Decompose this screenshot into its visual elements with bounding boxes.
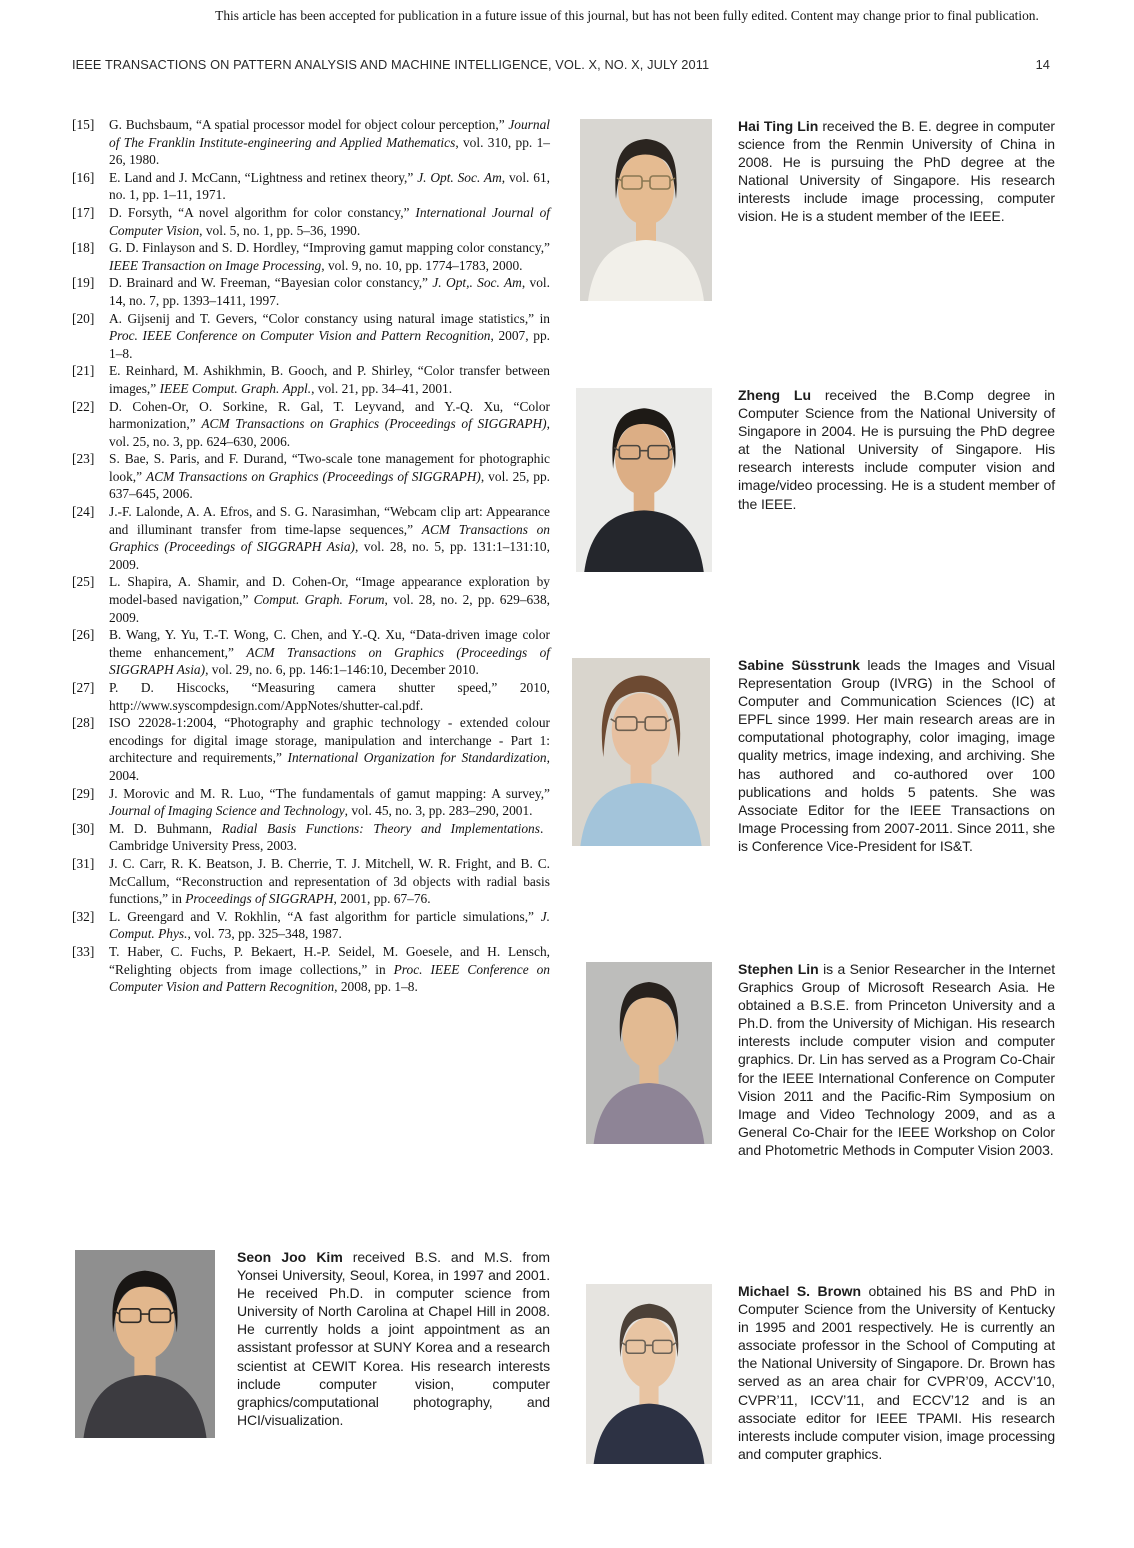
bio-michael-s-brown: [572, 1282, 1055, 1472]
author-photo-zheng-lu: [576, 388, 712, 572]
author-name: Hai Ting Lin: [738, 118, 819, 134]
reference-item: [72, 503, 550, 573]
bio-sabine-susstrunk: [572, 656, 1055, 855]
reference-item: [72, 204, 550, 239]
journal-title-line: IEEE TRANSACTIONS ON PATTERN ANALYSIS AND MACHINE INTELLIGENCE, VOL. X, NO. X, JULY 2011: [72, 57, 710, 72]
bio-text: Hai Ting Lin received the B. E. degree in computer science from the Renmin University of China in 2008. He is pursuing the PhD degree at the National University of Singapore. His research interests include image processing, computer vision. He is a student member of the IEEE.: [738, 118, 1055, 225]
acceptance-notice: This article has been accepted for publication in a future issue of this journal, but has not been fully edited. Content may change prior to final publication.: [215, 8, 1039, 23]
reference-number: [31]: [72, 855, 95, 871]
reference-text: J. C. Carr, R. K. Beatson, J. B. Cherrie, T. J. Mitchell, W. R. Fright, and B. C. McCallum, “Reconstruction and representation of 3d objects with radial basis functions,” in Proceedings of SIGGRAPH, 2001, pp. 67–76.: [109, 855, 550, 907]
author-name: Zheng Lu: [738, 387, 812, 403]
reference-item: [72, 679, 550, 714]
reference-text: S. Bae, S. Paris, and F. Durand, “Two-scale tone management for photographic look,” ACM Transactions on Graphics (Proceedings of SIGGRAPH), vol. 25, pp. 637–645, 2006.: [109, 451, 551, 502]
reference-item: [72, 626, 550, 679]
reference-number: [26]: [72, 627, 95, 643]
reference-item: [72, 573, 550, 626]
reference-number: [33]: [72, 943, 95, 959]
running-header: [72, 57, 1050, 72]
author-photo-seon-joo-kim: [75, 1250, 215, 1438]
reference-item: [72, 274, 550, 309]
reference-number: [22]: [72, 398, 95, 414]
bio-text: Seon Joo Kim received B.S. and M.S. from Yonsei University, Seoul, Korea, in 1997 and 2001. He received Ph.D. in computer science from University of North Carolina at Chapel Hill in 2008. He currently holds a joint appointment as an assistant professor at SUNY Korea and a research scientist at CEWIT Korea. His research interests include computer vision, computer graphics/computational photography, and HCI/visualization.: [237, 1249, 550, 1428]
reference-text: T. Haber, C. Fuchs, P. Bekaert, H.-P. Seidel, M. Goesele, and H. Lensch, “Relighting objects from image collections,” in Proc. IEEE Conference on Computer Vision and Pattern Recognition, 2008, pp. 1–8.: [109, 943, 550, 995]
author-photo-stephen-lin: [586, 962, 712, 1144]
page-number: 14: [1035, 57, 1050, 72]
reference-item: [72, 116, 550, 169]
reference-text: ISO 22028-1:2004, “Photography and graphic technology - extended colour encodings for digital image storage, manipulation and interchange - Part 1: architecture and requirements,” International Organization for Standardization, 2004.: [109, 715, 550, 783]
reference-number: [25]: [72, 574, 95, 590]
reference-item: [72, 855, 550, 908]
reference-text: J. Morovic and M. R. Luo, “The fundamentals of gamut mapping: A survey,” Journal of Imaging Science and Technology, vol. 45, no. 3, pp. 283–290, 2001.: [109, 785, 550, 819]
reference-text: D. Cohen-Or, O. Sorkine, R. Gal, T. Leyvand, and Y.-Q. Xu, “Color harmonization,” ACM Transactions on Graphics (Proceedings of SIGGRAPH), vol. 25, no. 3, pp. 624–630, 2006.: [109, 398, 550, 449]
bio-zheng-lu: [572, 386, 1055, 580]
reference-number: [15]: [72, 117, 95, 132]
bio-text: Sabine Süsstrunk leads the Images and Visual Representation Group (IVRG) in the School of Computer and Communication Sciences (IC) at EPFL since 1999. Her main research areas are in computational photography, color imaging, image quality metrics, image indexing, and archiving. She has authored and co-authored over 100 publications and holds 5 patents. She was Associate Editor for the IEEE Transactions on Image Processing from 2007-2011. Since 2011, she is Conference Vice-President for IS&T.: [738, 657, 1055, 854]
reference-number: [17]: [72, 204, 95, 220]
reference-item: [72, 362, 550, 397]
reference-item: [72, 908, 550, 943]
reference-item: [72, 169, 550, 204]
reference-item: [72, 714, 550, 784]
reference-text: E. Land and J. McCann, “Lightness and retinex theory,” J. Opt. Soc. Am, vol. 61, no. 1, pp. 1–11, 1971.: [109, 169, 550, 203]
reference-list: [72, 116, 550, 996]
reference-item: [72, 450, 550, 503]
bio-text: Michael S. Brown obtained his BS and PhD in Computer Science from the University of Kentucky in 1995 and 2001 respectively. He is currently an associate professor in the School of Computing at the National University of Singapore. Dr. Brown has served as an area chair for CVPR’09, ACCV’10, CVPR’11, ICCV’11, and ECCV’12 and is an associate editor for IEEE TPAMI. His research interests include computer vision, image processing and computer graphics.: [738, 1283, 1055, 1462]
reference-text: L. Greengard and V. Rokhlin, “A fast algorithm for particle simulations,” J. Comput. Phys., vol. 73, pp. 325–348, 1987.: [109, 908, 550, 942]
reference-number: [21]: [72, 363, 95, 379]
reference-text: G. D. Finlayson and S. D. Hordley, “Improving gamut mapping color constancy,” IEEE Transaction on Image Processing, vol. 9, no. 10, pp. 1774–1783, 2000.: [109, 240, 550, 273]
reference-number: [18]: [72, 240, 95, 256]
reference-number: [29]: [72, 785, 95, 801]
reference-number: [28]: [72, 715, 95, 731]
reference-number: [20]: [72, 310, 95, 326]
author-photo-hai-ting-lin: [580, 119, 712, 301]
reference-item: [72, 820, 550, 855]
reference-text: E. Reinhard, M. Ashikhmin, B. Gooch, and P. Shirley, “Color transfer between images,” IEEE Comput. Graph. Appl., vol. 21, pp. 34–41, 2001.: [109, 363, 550, 396]
author-name: Sabine Süsstrunk: [738, 657, 860, 673]
bio-text: Stephen Lin is a Senior Researcher in the Internet Graphics Group of Microsoft Research Asia. He obtained a B.S.E. from Princeton University and a Ph.D. from the University of Michigan. His research interests include computer vision and computer graphics. Dr. Lin has served as a Program Co-Chair for the IEEE International Conference on Computer Vision 2011 and the Pacific-Rim Symposium on Image and Video Technology 2009, and as a General Co-Chair for the IEEE Workshop on Color and Photometric Methods in Computer Vision 2003.: [738, 961, 1055, 1158]
author-name: Seon Joo Kim: [237, 1249, 343, 1265]
reference-text: M. D. Buhmann, Radial Basis Functions: Theory and Implementations. Cambridge University Press, 2003.: [109, 820, 550, 854]
reference-number: [24]: [72, 504, 95, 520]
reference-text: J.-F. Lalonde, A. A. Efros, and S. G. Narasimhan, “Webcam clip art: Appearance and illuminant transfer from time-lapse sequences,” ACM Transactions on Graphics (Proceedings of SIGGRAPH Asia), vol. 28, no. 5, pp. 131:1–131:10, 2009.: [109, 504, 550, 572]
reference-text: D. Brainard and W. Freeman, “Bayesian color constancy,” J. Opt,. Soc. Am, vol. 14, no. 7, pp. 1393–1411, 1997.: [109, 275, 551, 308]
reference-text: P. D. Hiscocks, “Measuring camera shutter speed,” 2010, http://www.syscompdesign.com/AppNotes/shutter-cal.pdf.: [109, 680, 550, 713]
reference-text: L. Shapira, A. Shamir, and D. Cohen-Or, “Image appearance exploration by model-based navigation,” Comput. Graph. Forum, vol. 28, no. 2, pp. 629–638, 2009.: [109, 574, 550, 625]
reference-number: [32]: [72, 908, 95, 924]
author-name: Michael S. Brown: [738, 1283, 862, 1299]
reference-text: G. Buchsbaum, “A spatial processor model for object colour perception,” Journal of The Franklin Institute-engineering and Applied Mathematics, vol. 310, pp. 1–26, 1980.: [109, 117, 550, 168]
reference-item: [72, 310, 550, 363]
bio-stephen-lin: [572, 960, 1055, 1159]
reference-text: A. Gijsenij and T. Gevers, “Color constancy using natural image statistics,” in Proc. IEEE Conference on Computer Vision and Pattern Recognition, 2007, pp. 1–8.: [109, 310, 550, 361]
reference-item: [72, 239, 550, 274]
reference-number: [19]: [72, 275, 95, 291]
reference-number: [16]: [72, 169, 95, 185]
reference-text: D. Forsyth, “A novel algorithm for color constancy,” International Journal of Computer Vision, vol. 5, no. 1, pp. 5–36, 1990.: [109, 204, 550, 238]
bio-seon-joo-kim: [75, 1248, 550, 1446]
author-photo-michael-s-brown: [586, 1284, 712, 1464]
author-name: Stephen Lin: [738, 961, 819, 977]
reference-text: B. Wang, Y. Yu, T.-T. Wong, C. Chen, and Y.-Q. Xu, “Data-driven image color theme enhancement,” ACM Transactions on Graphics (Proceedings of SIGGRAPH Asia), vol. 29, no. 6, pp. 146:1–146:10, December 2010.: [109, 627, 550, 678]
bio-hai-ting-lin: [572, 117, 1055, 309]
reference-item: [72, 785, 550, 820]
reference-number: [30]: [72, 820, 95, 836]
bio-text: Zheng Lu received the B.Comp degree in Computer Science from the National University of Singapore in 2004. He is pursuing the PhD degree at the National University of Singapore. His research interests include computer vision and image/video processing. He is a student member of the IEEE.: [738, 387, 1055, 512]
reference-item: [72, 943, 550, 996]
author-photo-sabine-susstrunk: [572, 658, 710, 846]
reference-number: [23]: [72, 451, 95, 467]
reference-item: [72, 398, 550, 451]
reference-number: [27]: [72, 680, 95, 695]
